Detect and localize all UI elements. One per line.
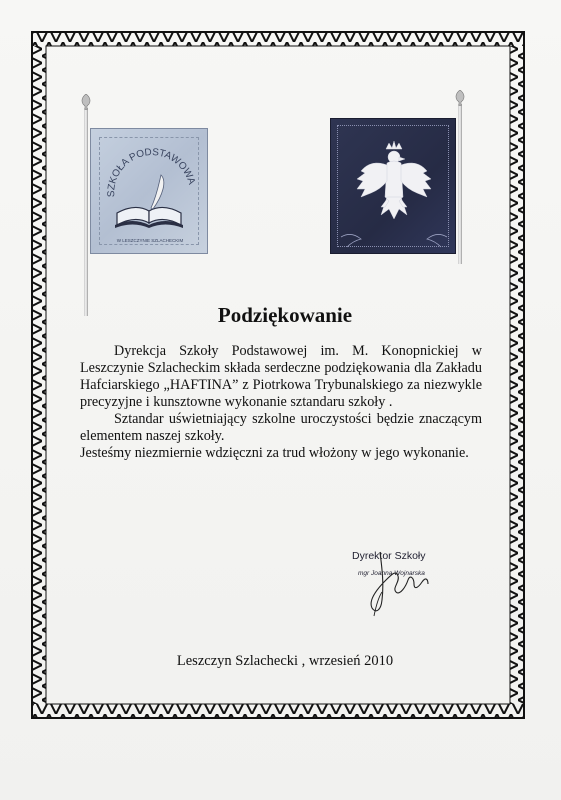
- left-pole-finial-icon: [79, 94, 93, 110]
- signature-name: mgr Joanna Wojnarska: [358, 570, 425, 577]
- body-paragraph-3: Jesteśmy niezmiernie wdzięczni za trud włożony w jego wykonanie.: [80, 445, 469, 461]
- place-and-date: Leszczyn Szlachecki , wrzesień 2010: [176, 653, 394, 669]
- right-flag-pole: [458, 104, 462, 264]
- document-heading: Podziękowanie: [217, 303, 353, 327]
- signature-title: Dyrektor Szkoły: [352, 550, 426, 562]
- body-paragraph-1: Dyrekcja Szkoły Podstawowej im. M. Konopnickiej w Leszczynie Szlacheckim składa serdeczne podziękowania dla Zakładu Hafciarskiego „HAFTINA” z Piotrkowa Trybunalskiego za niezwykle precyzyjne i kunsztowne wykonanie sztandaru szkoły .: [80, 343, 482, 410]
- left-flag-pole: [84, 108, 88, 316]
- svg-text:SZKOŁA PODSTAWOWA: [106, 147, 197, 197]
- flag-left-bottom-text: W LESZCZYNIE SZLACHECKIM: [116, 238, 184, 243]
- flag-left-arc-text: SZKOŁA PODSTAWOWA: [106, 147, 197, 198]
- national-flag-right: [330, 118, 456, 254]
- signature-stamp: [352, 548, 462, 618]
- document-body: [80, 343, 482, 462]
- school-flag-left: [90, 128, 208, 254]
- right-pole-finial-icon: [453, 90, 467, 106]
- body-paragraph-2: Sztandar uświetniający szkolne uroczystości będzie znaczącym elementem naszej szkoły.: [80, 411, 482, 444]
- flag-left-emblem: [91, 129, 209, 255]
- white-eagle-icon: [331, 119, 457, 255]
- open-book-icon: [115, 207, 183, 228]
- quill-icon: [151, 175, 164, 209]
- handwritten-signature-icon: [352, 548, 462, 618]
